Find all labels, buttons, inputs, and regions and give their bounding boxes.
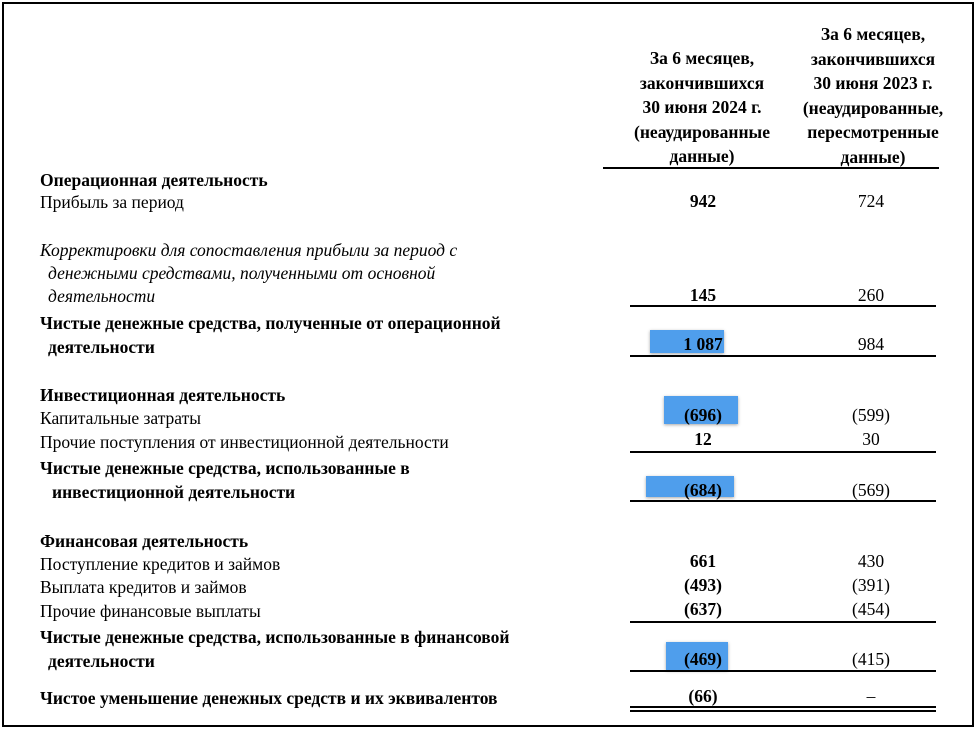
header-2024-line: закончившихся [639, 72, 765, 93]
row-label-adjustments: денежными средствами, полученными от основной [48, 263, 436, 283]
row-label-other-investing: Прочие поступления от инвестиционной деятельности [40, 432, 449, 452]
value-loans-received-2023: 430 [857, 551, 885, 571]
section-title-financing: Финансовая деятельность [40, 531, 249, 551]
value-loans-received-2024: 661 [689, 551, 717, 571]
value-capex-2024: (696) [684, 405, 722, 425]
value-profit-2023: 724 [857, 191, 885, 211]
value-net-operating-2024: 1 087 [683, 334, 723, 354]
subtotal-rule [630, 621, 936, 623]
total-rule [630, 500, 936, 502]
row-label-net-investing: Чистые денежные средства, использованные в [40, 458, 410, 478]
row-label-adjustments: Корректировки для сопоставления прибыли за период с [40, 240, 458, 260]
header-2024-line: (неаудированные [634, 121, 770, 142]
value-net-financing-2024: (469) [684, 649, 722, 669]
header-2023-line: закончившихся [810, 48, 936, 69]
value-adjustments-2024: 145 [689, 285, 717, 305]
row-label-net-investing: инвестиционной деятельности [52, 482, 296, 502]
row-label-net-financing: Чистые денежные средства, использованные в финансовой [40, 627, 510, 647]
value-net-investing-2024: (684) [684, 480, 722, 500]
value-other-financing-2024: (637) [684, 599, 722, 619]
value-loans-repaid-2024: (493) [684, 575, 722, 595]
header-2024-line: данные) [669, 146, 735, 166]
double-rule [630, 710, 936, 712]
header-2023-line: пересмотренные [807, 122, 939, 142]
double-rule [630, 706, 936, 708]
row-label-loans-received: Поступление кредитов и займов [40, 554, 281, 574]
value-other-investing-2024: 12 [694, 429, 712, 449]
subtotal-rule [630, 305, 936, 307]
value-other-investing-2023: 30 [862, 429, 880, 449]
row-label-capex: Капитальные затраты [40, 408, 202, 428]
value-profit-2024: 942 [689, 191, 717, 211]
header-2024 [610, 46, 794, 169]
value-loans-repaid-2023: (391) [852, 575, 890, 595]
header-2023-line: (неаудированные, [802, 97, 944, 118]
value-capex-2023: (599) [852, 405, 890, 425]
row-label-net-financing: деятельности [48, 651, 155, 671]
row-label-net-operating: Чистые денежные средства, полученные от операционной [40, 313, 501, 333]
value-net-decrease-2023: – [866, 686, 876, 706]
row-label-adjustments: деятельности [48, 286, 156, 306]
value-net-operating-2023: 984 [857, 334, 885, 354]
total-rule [630, 355, 936, 357]
row-label-other-financing: Прочие финансовые выплаты [40, 601, 261, 621]
header-underline [603, 167, 939, 169]
value-adjustments-2023: 260 [857, 285, 885, 305]
row-label-net-decrease: Чистое уменьшение денежных средств и их эквивалентов [40, 688, 498, 708]
section-title-investing: Инвестиционная деятельность [40, 385, 286, 405]
value-other-financing-2023: (454) [852, 599, 890, 619]
row-label-profit: Прибыль за период [40, 192, 184, 212]
header-2024-line: 30 июня 2024 г. [642, 97, 762, 117]
row-label-net-operating: деятельности [48, 337, 155, 357]
value-net-financing-2023: (415) [852, 649, 890, 669]
header-2023 [778, 22, 968, 169]
subtotal-rule [630, 451, 936, 453]
value-net-investing-2023: (569) [852, 480, 890, 500]
value-net-decrease-2024: (66) [688, 686, 718, 706]
header-2023-line: За 6 месяцев, [820, 24, 926, 44]
row-label-loans-repaid: Выплата кредитов и займов [40, 577, 247, 597]
section-title-operating: Операционная деятельность [40, 170, 268, 190]
header-2023-line: данные) [840, 146, 906, 167]
total-rule [630, 670, 936, 672]
header-2024-line: За 6 месяцев, [649, 48, 755, 68]
header-2023-line: 30 июня 2023 г. [813, 73, 933, 93]
